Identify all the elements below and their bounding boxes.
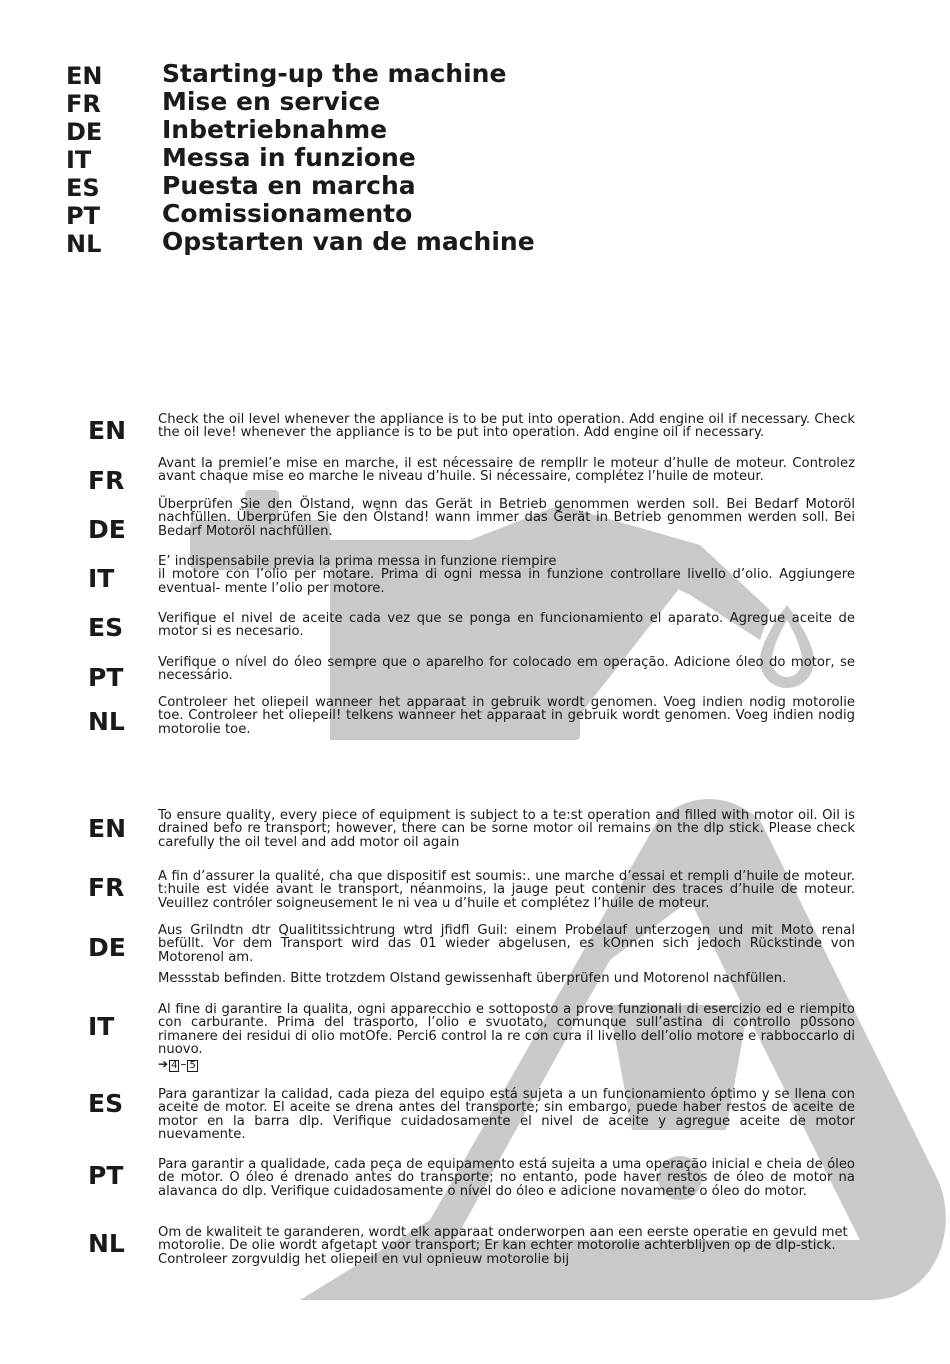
paragraph: Para garantizar la calidad, cada pieza del equipo está sujeta a un funcionamiento óptimo y se llena con aceite de motor. El aceite se drena antes del transporte; sin embargo, puede haber restos de aceite de motor en la barra dlp. Verifique cuidadosamente el nivel de aceite y agregue aceite de motor nuevamente. bbox=[158, 1087, 855, 1142]
language-code: PT bbox=[88, 663, 124, 692]
language-code: ES bbox=[88, 613, 124, 642]
title-code-de: DE bbox=[66, 118, 103, 146]
title-it: Messa in funzione bbox=[162, 143, 416, 172]
title-code-es: ES bbox=[66, 174, 100, 202]
paragraph: To ensure quality, every piece of equipment is subject to a te:st operation and filled with motor oil. Oil is drained befo re transport; however, there can be sorne motor oil remains on the dlp stick. Please check carefully the oil tevel and add motor oil again bbox=[158, 808, 855, 850]
title-block bbox=[0, 0, 950, 260]
title-es: Puesta en marcha bbox=[162, 171, 416, 200]
language-code: ES bbox=[88, 1089, 124, 1118]
language-code: NL bbox=[88, 1229, 125, 1258]
paragraph-body: Al fine di garantire la qualita, ogni apparecchio e sottoposto a prove funzionali di esercizio ed e riempito con carburante. Prima del trasporto, l’olio e svuotato, comunque sull’astina di controllo p0ssono rimanere dei residui di olio motOfe. Perci6 control la re con cura il livello dell’olio motore e rabboccarlo di nuovo. bbox=[158, 1002, 855, 1057]
paragraph: Überprüfen Sie den Ölstand, wenn das Gerät in Betrieb genommen werden soll. Bei Bedarf Motoröl nachfüllen. Überprüfen Sie den Ölstand! wann immer das Gerät in Betrieb genommen werden soll. Bei Bedarf Motoröl nachfüllen. bbox=[158, 497, 855, 539]
title-code-nl: NL bbox=[66, 230, 102, 258]
language-code: EN bbox=[88, 416, 127, 445]
figure-reference: ➔ 4 – 5 bbox=[158, 1057, 196, 1072]
title-headings bbox=[162, 60, 535, 256]
language-code: EN bbox=[88, 814, 127, 843]
arrow-right-icon: ➔ bbox=[158, 1057, 169, 1072]
title-language-codes bbox=[66, 62, 102, 258]
title-de: Inbetriebnahme bbox=[162, 115, 388, 144]
paragraph bbox=[158, 1003, 855, 1072]
title-code-en: EN bbox=[66, 62, 103, 90]
language-code: PT bbox=[88, 1161, 124, 1190]
language-code: FR bbox=[88, 466, 125, 495]
paragraph: Om de kwaliteit te garanderen, wordt elk apparaat onderworpen aan een eerste operatie en gevuld met motorolie. De olie wordt afgetapt voor transport; Er kan echter motorolie achterblijven op de dlp-stick. Controleer zorgvuldig het oliepeil en vul opnieuw motorolie bij bbox=[158, 1225, 848, 1267]
paragraph bbox=[158, 924, 855, 985]
paragraph-first-line: E’ indispensabile previa la prima messa in funzione riempire bbox=[158, 554, 557, 569]
language-code: FR bbox=[88, 873, 125, 902]
language-code: NL bbox=[88, 707, 125, 736]
paragraph-continuation: Messstab befinden. Bitte trotzdem Olstand gewissenhaft überprüfen und Motorenol nachfüllen. bbox=[158, 970, 787, 986]
figure-ref-end: 5 bbox=[189, 1060, 196, 1072]
title-code-pt: PT bbox=[66, 202, 100, 230]
title-pt: Comissionamento bbox=[162, 199, 413, 228]
language-code: IT bbox=[88, 1012, 115, 1041]
paragraph: Verifique o nível do óleo sempre que o aparelho for colocado em operação. Adicione óleo do motor, se necessário. bbox=[158, 655, 855, 684]
title-fr: Mise en service bbox=[162, 87, 381, 116]
figure-ref-start: 4 bbox=[171, 1060, 178, 1072]
title-nl: Opstarten van de machine bbox=[162, 227, 535, 256]
language-code: IT bbox=[88, 564, 115, 593]
paragraph: Verifique el nivel de aceite cada vez que se ponga en funcionamiento el aparato. Agregue aceite de motor si es necesario. bbox=[158, 611, 855, 640]
title-code-fr: FR bbox=[66, 90, 101, 118]
paragraph: A fin d’assurer la qualité, cha que dispositif est soumis:. une marche d’essai et rempli d’huile de moteur. t:huile est vidée avant le transport, néanmoins, la jauge peut contenir des traces d’huile de moteur. Veuillez contróler soigneusement le ni vea u d’huile et complétez l’huile de moteur. bbox=[158, 869, 855, 911]
paragraph: Avant la premiel’e mise en marche, il est nécessaire de rempllr le moteur d’hulle de moteur. Controlez avant chaque mise eo marche le niveau d’huile. Si nécessaire, complétez l’huile de moteur. bbox=[158, 456, 855, 485]
paragraph: Check the oil level whenever the appliance is to be put into operation. Add engine oil if necessary. Check the oil leve! whenever the appliance is to be put into operation. Add engine oil if necessary. bbox=[158, 412, 855, 441]
paragraph-body: il motore con l’olio per motare. Prima di ogni messa in funzione controllare livello d’olio. Aggiungere eventual- mente l’olio per motore. bbox=[158, 567, 855, 596]
title-en: Starting-up the machine bbox=[162, 59, 507, 88]
paragraph: Controleer het oliepeil wanneer het apparaat in gebruik wordt genomen. Voeg indien nodig motorolie toe. Controleer het oliepeil! telkens wanneer het apparaat in gebruik wordt genomen. Voeg indien nodig motorolie toe. bbox=[158, 695, 855, 737]
paragraph-body: Aus Grilndtn dtr Qualititssichtrung wtrd jfidfl Guil: einem Probelauf unterzogen und mit Moto renal befüllt. Vor dem Transport wird das 01 wieder abgelusen, es kOnnen sich jedoch Rückstinde von Motorenol am. bbox=[158, 923, 855, 965]
paragraph: Para garantir a qualidade, cada peça de equipamento está sujeita a uma operação inicial e cheia de óleo de motor. O óleo é drenado antes do transporte; no entanto, pode haver restos de óleo de motor na alavanca do dlp. Verifique cuidadosamente o nível do óleo e adicione novamente o óleo do motor. bbox=[158, 1157, 855, 1199]
title-code-it: IT bbox=[66, 146, 92, 174]
language-code: DE bbox=[88, 515, 126, 544]
language-code: DE bbox=[88, 933, 126, 962]
paragraph bbox=[158, 555, 855, 595]
